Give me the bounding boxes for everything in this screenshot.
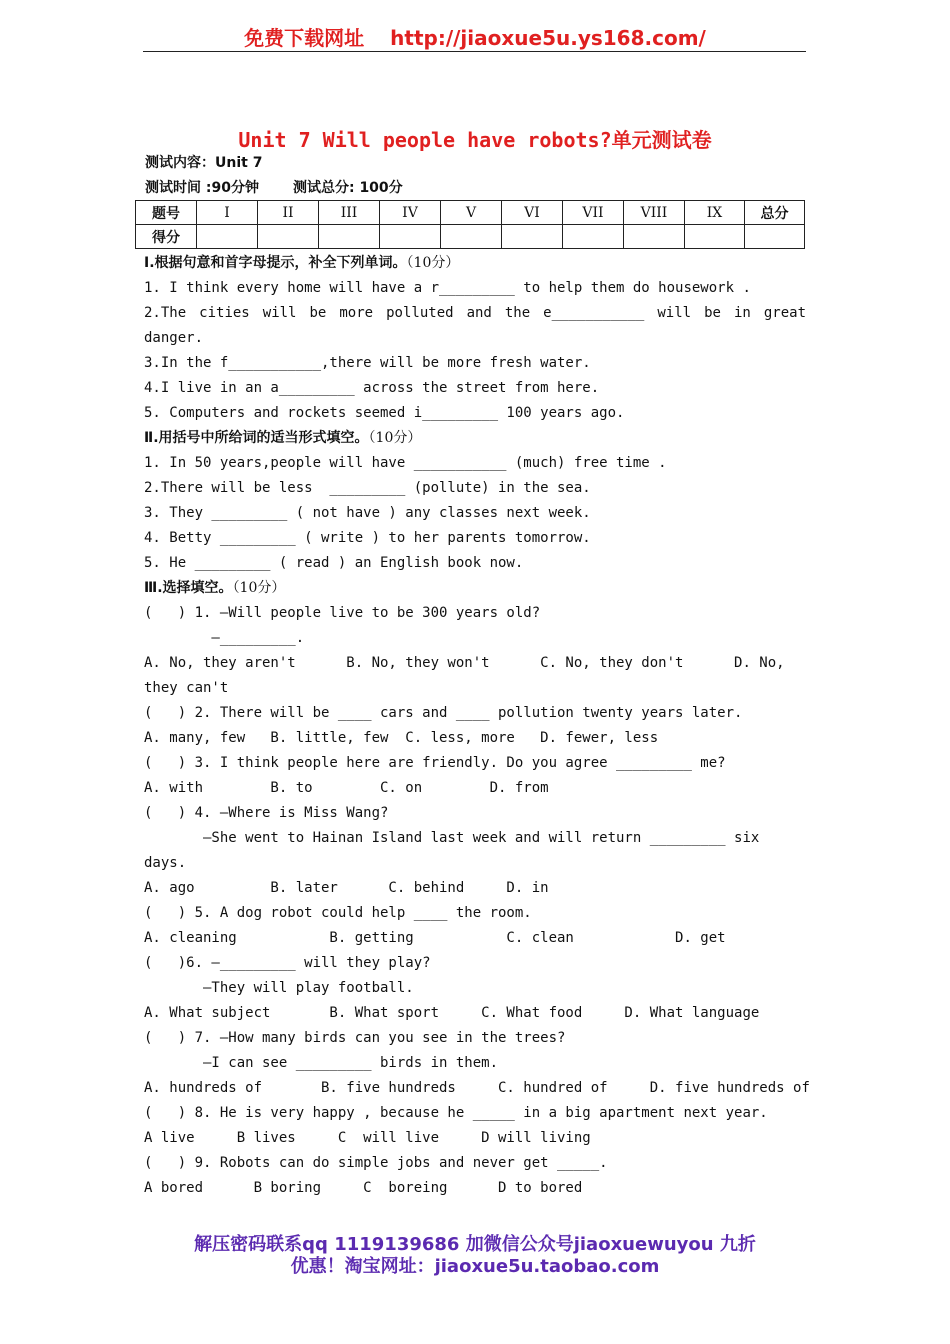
col-header: VII xyxy=(563,201,624,225)
page-header xyxy=(0,22,950,51)
question-line: danger. xyxy=(144,330,204,346)
question-line: 1. In 50 years,people will have ___________ (much) free time . xyxy=(144,455,667,471)
options-line: A. What subject B. What sport C. What food D. What language xyxy=(144,1005,760,1021)
section-1-title: Ⅰ.根据句意和首字母提示，补全下列单词。 xyxy=(144,255,407,271)
col-header: VIII xyxy=(624,201,685,225)
options-line: A bored B boring C boreing D to bored xyxy=(144,1180,583,1196)
options-line: A. cleaning B. getting C. clean D. get xyxy=(144,930,726,946)
question-line: ( ) 3. I think people here are friendly. Do you agree _________ me? xyxy=(144,755,726,771)
question-line: 2.There will be less _________ (pollute) in the sea. xyxy=(144,480,591,496)
options-line: A. with B. to C. on D. from xyxy=(144,780,549,796)
score-table-score-row xyxy=(136,225,805,249)
score-cell[interactable] xyxy=(563,225,624,249)
question-line: —She went to Hainan Island last week and will return _________ six xyxy=(144,830,760,846)
options-line: A. many, few B. little, few C. less, more D. fewer, less xyxy=(144,730,659,746)
col-header: VI xyxy=(502,201,563,225)
section-2-points: （10分） xyxy=(368,430,422,446)
question-line: ( ) 5. A dog robot could help ____ the room. xyxy=(144,905,532,921)
score-cell[interactable] xyxy=(258,225,319,249)
question-line: —They will play football. xyxy=(144,980,414,996)
header-divider xyxy=(143,51,806,52)
score-cell[interactable] xyxy=(685,225,745,249)
col-header: I xyxy=(197,201,258,225)
question-line: —_________. xyxy=(144,630,305,646)
score-cell[interactable] xyxy=(502,225,563,249)
score-cell[interactable] xyxy=(624,225,685,249)
total-score-label: 总分 xyxy=(745,201,805,225)
download-label: 免费下载网址 xyxy=(244,26,365,50)
score-cell[interactable] xyxy=(197,225,258,249)
score-cell[interactable] xyxy=(441,225,502,249)
question-line: ( ) 9. Robots can do simple jobs and never get _____. xyxy=(144,1155,608,1171)
question-line: 3. They _________ ( not have ) any classes next week. xyxy=(144,505,591,521)
test-total-score: 测试总分: 100分 xyxy=(292,180,403,196)
section-1-points: （10分） xyxy=(406,255,460,271)
footer-shop-line[interactable]: 优惠！淘宝网址：jiaoxue5u.taobao.com xyxy=(290,1256,660,1277)
section-3-heading xyxy=(144,576,806,601)
col-header: IX xyxy=(685,201,745,225)
question-number-label: 题号 xyxy=(136,201,197,225)
question-line: ( )6. —_________ will they play? xyxy=(144,955,431,971)
score-table xyxy=(135,200,805,249)
question-line: 4. Betty _________ ( write ) to her parents tomorrow. xyxy=(144,530,591,546)
question-line: 4.I live in an a_________ across the street from here. xyxy=(144,380,600,396)
section-1-heading xyxy=(144,251,806,276)
question-line: ( ) 4. —Where is Miss Wang? xyxy=(144,805,389,821)
question-line: 5. He _________ ( read ) an English book now. xyxy=(144,555,524,571)
question-line: 2.The cities will be more polluted and the e___________ will be in great xyxy=(144,305,806,321)
options-line: A. ago B. later C. behind D. in xyxy=(144,880,549,896)
score-table-header-row xyxy=(136,201,805,225)
options-line: A live B lives C will live D will living xyxy=(144,1130,591,1146)
score-cell[interactable] xyxy=(319,225,380,249)
test-time: 测试时间 :90分钟 xyxy=(145,180,259,196)
col-header: III xyxy=(319,201,380,225)
score-cell[interactable] xyxy=(380,225,441,249)
col-header: II xyxy=(258,201,319,225)
question-line: 3.In the f___________,there will be more fresh water. xyxy=(144,355,591,371)
document-title: Unit 7 Will people have robots?单元测试卷 xyxy=(238,128,712,152)
score-label: 得分 xyxy=(136,225,197,249)
question-line: 1. I think every home will have a r_________ to help them do housework . xyxy=(144,280,751,296)
exam-body xyxy=(144,251,810,1201)
question-line: days. xyxy=(144,855,187,871)
section-2-heading xyxy=(144,426,806,451)
question-line: —I can see _________ birds in them. xyxy=(144,1055,499,1071)
download-url-link[interactable]: http://jiaoxue5u.ys168.com/ xyxy=(390,26,706,50)
question-line: ( ) 8. He is very happy , because he _____ in a big apartment next year. xyxy=(144,1105,768,1121)
options-line: they can't xyxy=(144,680,229,696)
question-line: ( ) 7. —How many birds can you see in the trees? xyxy=(144,1030,566,1046)
score-cell[interactable] xyxy=(745,225,805,249)
footer-contact-line: 解压密码联系qq 1119139686 加微信公众号jiaoxuewuyou 九折 xyxy=(194,1234,756,1255)
col-header: IV xyxy=(380,201,441,225)
section-2-title: Ⅱ.用括号中所给词的适当形式填空。 xyxy=(144,430,369,446)
test-content-info: 测试内容：Unit 7 xyxy=(145,155,263,171)
section-3-title: Ⅲ.选择填空。 xyxy=(144,580,233,596)
options-line: A. hundreds of B. five hundreds C. hundred of D. five hundreds of xyxy=(144,1080,810,1096)
col-header: V xyxy=(441,201,502,225)
question-line: ( ) 2. There will be ____ cars and ____ pollution twenty years later. xyxy=(144,705,743,721)
question-line: 5. Computers and rockets seemed i_________ 100 years ago. xyxy=(144,405,625,421)
test-time-info xyxy=(145,177,403,197)
options-line: A. No, they aren't B. No, they won't C. No, they don't D. No, xyxy=(144,655,785,671)
section-3-points: （10分） xyxy=(232,580,286,596)
question-line: ( ) 1. —Will people live to be 300 years old? xyxy=(144,605,541,621)
